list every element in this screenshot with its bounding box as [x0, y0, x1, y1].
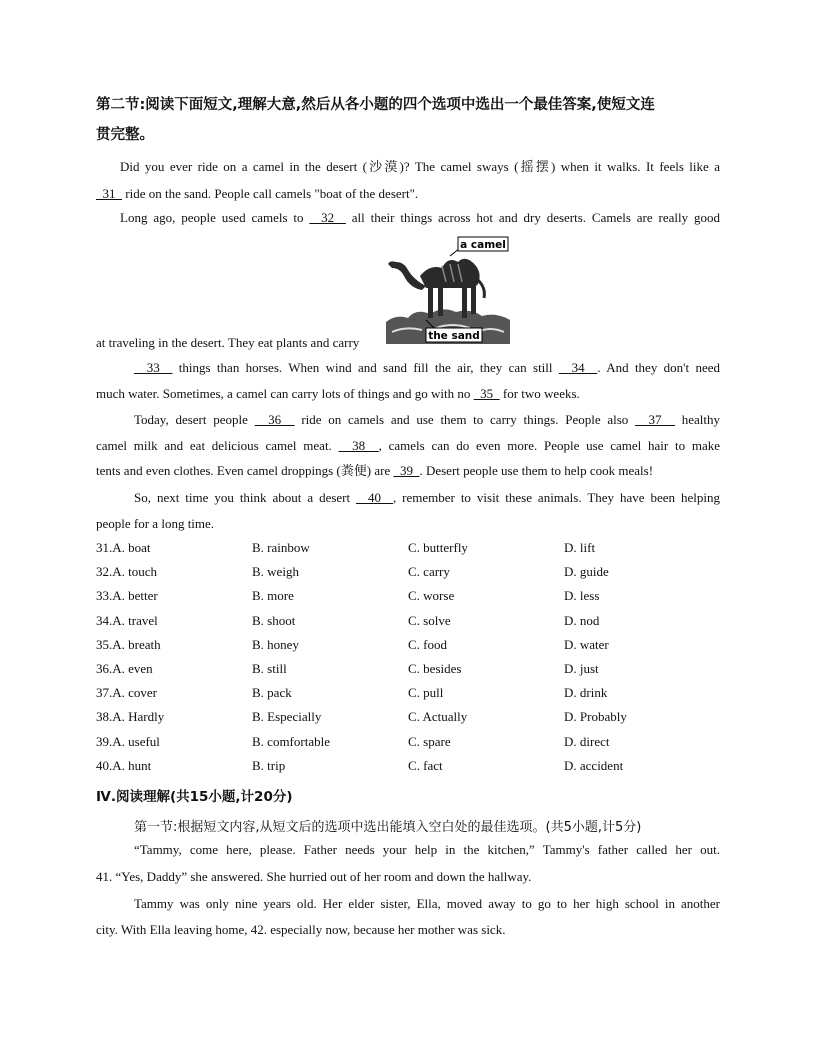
option-40-d: D. accident [564, 757, 624, 773]
passage-text: much water. Sometimes, a camel can carry lots of things and go with no [96, 386, 474, 401]
passage-p2-line2: at traveling in the desert. They eat plants and carry [96, 335, 360, 350]
passage-text: things than horses. When wind and sand fill the air, they can still [172, 360, 559, 375]
option-36-a: 36.A. even [96, 661, 153, 676]
option-37-d: D. drink [564, 685, 608, 701]
passage-text: tents and even clothes. Even camel droppings (粪便) are [96, 463, 394, 478]
option-36-c: C. besides [408, 661, 462, 676]
blank-37: 37 [635, 412, 676, 427]
option-31-a: 31.A. boat [96, 540, 151, 555]
passage-text: . Desert people use them to help cook meals! [419, 463, 654, 478]
passage-p3-line2 [96, 438, 720, 454]
option-32-d: D. guide [564, 564, 609, 580]
option-35-c: C. food [408, 636, 447, 652]
option-38-d: D. Probably [564, 709, 627, 725]
passage2-line1: “Tammy, come here, please. Father needs your help in the kitchen,” Tammy's father called her out. [134, 842, 720, 857]
option-38-c: C. Actually [408, 709, 468, 725]
passage2-line3: Tammy was only nine years old. Her elder sister, Ella, moved away to go to her high school in another [134, 896, 720, 911]
option-37-b: B. pack [252, 685, 292, 701]
camel-illustration [386, 236, 510, 344]
option-31-d: D. lift [564, 540, 596, 555]
passage-text: , remember to visit these animals. They have been helping [392, 490, 721, 505]
option-39-a: 39.A. useful [96, 733, 160, 749]
option-35-a: 35.A. breath [96, 636, 161, 652]
section2-title-line1: 第二节:阅读下面短文,理解大意,然后从各小题的四个选项中选出一个最佳答案,使短文连 [96, 97, 655, 113]
passage-p1-line1: Did you ever ride on a camel in the desert (沙漠)? The camel sways (摇摆) when it walks. It feels like a [120, 159, 720, 174]
option-35-d: D. water [564, 636, 609, 652]
option-35-b: B. honey [252, 636, 299, 652]
option-33-d: D. less [564, 588, 600, 604]
option-33-a: 33.A. better [96, 588, 158, 604]
passage-text: all their things across hot and dry deserts. Camels are really good [345, 210, 720, 225]
blank-39: 39 [393, 463, 420, 478]
option-34-c: C. solve [408, 612, 451, 628]
passage-p1-line2 [96, 186, 720, 202]
passage-p2-line3 [134, 360, 720, 376]
option-39-b: B. comfortable [252, 733, 330, 749]
option-40-b: B. trip [252, 757, 286, 773]
section4-title: Ⅳ.阅读理解(共15小题,计20分) [96, 789, 293, 805]
option-37-c: C. pull [408, 685, 444, 701]
option-32-a: 32.A. touch [96, 564, 158, 580]
passage2-line2: 41. “Yes, Daddy” she answered. She hurried out of her room and down the hallway. [96, 869, 532, 884]
option-32-c: C. carry [408, 564, 450, 580]
blank-31: 31 [96, 186, 122, 201]
passage-text: ride on the sand. People call camels "boat of the desert". [122, 186, 419, 201]
blank-40: 40 [356, 490, 393, 505]
option-40-a: 40.A. hunt [96, 757, 152, 773]
option-37-a: 37.A. cover [96, 685, 158, 701]
passage-text: for two weeks. [499, 386, 580, 401]
option-40-c: C. fact [408, 757, 443, 773]
passage-p2-line1 [120, 210, 720, 226]
option-39-c: C. spare [408, 733, 451, 749]
passage-p4-line1 [134, 490, 720, 506]
section2-title-line2: 贯完整。 [96, 127, 154, 143]
option-36-b: B. still [252, 661, 287, 676]
option-31-b: B. rainbow [252, 540, 310, 555]
option-32-b: B. weigh [252, 564, 299, 580]
option-31-c: C. butterfly [408, 540, 468, 555]
passage2-line4: city. With Ella leaving home, 42. especially now, because her mother was sick. [96, 922, 506, 937]
passage-p3-line3 [96, 463, 720, 479]
option-33-c: C. worse [408, 588, 455, 604]
blank-38: 38 [338, 438, 379, 453]
blank-35: 35 [473, 386, 500, 401]
option-36-d: D. just [564, 661, 599, 676]
blank-32: 32 [309, 210, 346, 225]
passage-text: healthy [675, 412, 721, 427]
option-38-a: 38.A. Hardly [96, 709, 165, 725]
option-39-d: D. direct [564, 733, 610, 749]
blank-36: 36 [254, 412, 295, 427]
blank-34: 34 [558, 360, 598, 375]
option-34-d: D. nod [564, 612, 600, 628]
passage-text: Long ago, people used camels to [120, 210, 310, 225]
blank-33: 33 [134, 360, 173, 375]
section4-subtitle: 第一节:根据短文内容,从短文后的选项中选出能填入空白处的最佳选项。(共5小题,计5分) [134, 820, 642, 835]
passage-text: camel milk and eat delicious camel meat. [96, 438, 339, 453]
passage-text: ride on camels and use them to carry things. People also [294, 412, 636, 427]
option-38-b: B. Especially [252, 709, 322, 725]
label-a-camel: a camel [460, 239, 506, 251]
option-34-a: 34.A. travel [96, 612, 158, 628]
passage-p4-line2: people for a long time. [96, 516, 215, 531]
passage-p2-line4 [96, 386, 720, 402]
passage-text: , camels can do even more. People use camel hair to make [378, 438, 721, 453]
camel-figure [386, 236, 510, 344]
passage-p3-line1 [134, 412, 720, 428]
passage-text: Today, desert people [134, 412, 255, 427]
label-the-sand: the sand [428, 330, 480, 342]
passage-text: So, next time you think about a desert [134, 490, 357, 505]
option-34-b: B. shoot [252, 612, 296, 628]
passage-text: . And they don't need [597, 360, 721, 375]
option-33-b: B. more [252, 588, 294, 604]
